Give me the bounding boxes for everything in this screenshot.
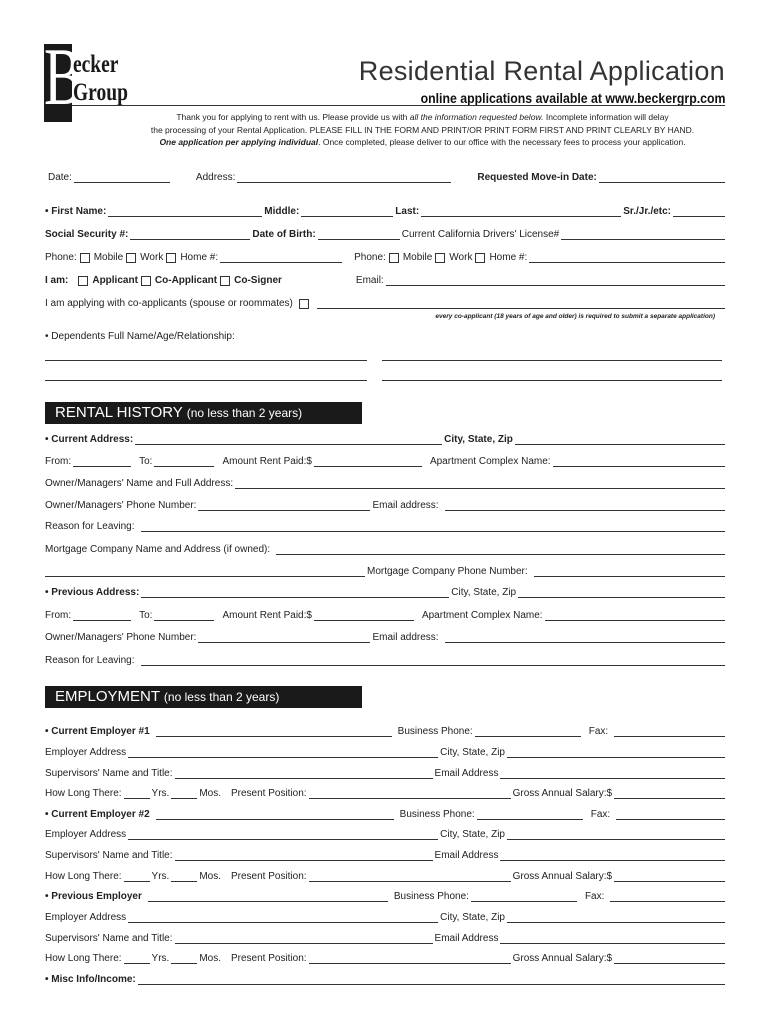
logo-letter: B <box>44 31 83 122</box>
row-current-reason: Reason for Leaving: <box>45 521 725 532</box>
previous-to-field[interactable] <box>154 610 214 621</box>
previous-address-field[interactable] <box>141 587 449 598</box>
mobile-checkbox[interactable] <box>80 253 90 263</box>
previous-employer-address-field[interactable] <box>128 912 438 923</box>
page-title: Residential Rental Application <box>358 56 725 86</box>
intro-text: Thank you for applying to rent with us. Please provide us with all the information requested below. Incomplete information will delay the processing of your Rental Application. PLEASE FILL IN THE FORM AND PRINT/OR PRINT FORM FIRST AND PRINT CLEARLY BY HAND. One application per applying individual. Once completed, please deliver to our office with the necessary fees to process your application. <box>150 112 695 147</box>
employer1-supervisor-field[interactable] <box>175 768 433 779</box>
current-owner-phone-field[interactable] <box>198 500 370 511</box>
employer1-name-field[interactable] <box>156 726 392 737</box>
row-previous-employer: • Previous Employer Business Phone: Fax: <box>45 891 725 902</box>
row-employer1: • Current Employer #1 Business Phone: Fax: <box>45 726 725 737</box>
previous-rent-field[interactable] <box>314 610 414 621</box>
last-name-field[interactable] <box>421 206 621 217</box>
page-subtitle: online applications available at www.beckergrp.com <box>420 90 725 106</box>
row-name: • First Name: Middle: Last: Sr./Jr./etc: <box>45 206 725 217</box>
row-phones: Phone: Mobile Work Home #: Phone: Mobile Work Home #: <box>45 252 725 263</box>
employer1-months-field[interactable] <box>171 788 197 799</box>
employer2-supervisor-field[interactable] <box>175 850 433 861</box>
phone-field[interactable] <box>220 252 342 263</box>
row-co-applicants: I am applying with co-applicants (spouse or roommates) <box>45 298 725 309</box>
row-current-owner-phone: Owner/Managers' Phone Number: Email address: <box>45 500 725 511</box>
address-field[interactable] <box>237 172 451 183</box>
dependents-line[interactable] <box>45 379 367 381</box>
previous-employer-months-field[interactable] <box>171 953 197 964</box>
row-previous-reason: Reason for Leaving: <box>45 655 725 666</box>
current-reason-field[interactable] <box>141 521 725 532</box>
ssn-field[interactable] <box>130 229 250 240</box>
dependents-line[interactable] <box>45 359 367 361</box>
previous-city-field[interactable] <box>518 587 725 598</box>
previous-employer-position-field[interactable] <box>309 953 511 964</box>
email-field[interactable] <box>386 275 725 286</box>
current-from-field[interactable] <box>73 456 131 467</box>
previous-employer-fax-field[interactable] <box>610 891 725 902</box>
current-complex-field[interactable] <box>553 456 725 467</box>
row-date-address: Date: Address: Requested Move-in Date: <box>45 172 725 183</box>
mortgage-phone-field[interactable] <box>534 566 725 577</box>
work-checkbox-2[interactable] <box>435 253 445 263</box>
suffix-field[interactable] <box>673 206 725 217</box>
employer1-address-field[interactable] <box>128 747 438 758</box>
employer2-months-field[interactable] <box>171 871 197 882</box>
mortgage-extra-field[interactable] <box>45 566 365 577</box>
co-applicants-checkbox[interactable] <box>299 299 309 309</box>
previous-employer-salary-field[interactable] <box>614 953 725 964</box>
previous-employer-years-field[interactable] <box>124 953 150 964</box>
logo-word-becker: ecker <box>73 51 119 78</box>
employer2-city-field[interactable] <box>507 829 725 840</box>
current-owner-field[interactable] <box>235 478 725 489</box>
co-applicant-note: every co-applicant (18 years of age and older) is required to submit a separate application) <box>435 313 715 320</box>
row-previous-address: • Previous Address: City, State, Zip <box>45 587 725 598</box>
employer1-email-field[interactable] <box>500 768 725 779</box>
co-applicant-checkbox[interactable] <box>141 276 151 286</box>
employer1-fax-field[interactable] <box>614 726 725 737</box>
employer1-city-field[interactable] <box>507 747 725 758</box>
co-applicants-field[interactable] <box>317 298 725 309</box>
row-current-address: • Current Address: City, State, Zip <box>45 434 725 445</box>
home-checkbox[interactable] <box>166 253 176 263</box>
row-employer1-address: Employer Address City, State, Zip <box>45 747 725 758</box>
previous-employer-email-field[interactable] <box>500 933 725 944</box>
employer2-years-field[interactable] <box>124 871 150 882</box>
employment-heading: EMPLOYMENT (no less than 2 years) <box>45 686 362 708</box>
logo-word-group: Group <box>73 79 128 106</box>
date-field[interactable] <box>74 172 170 183</box>
title-divider <box>72 105 725 106</box>
employer1-phone-field[interactable] <box>475 726 581 737</box>
row-misc: • Misc Info/Income: <box>45 974 725 985</box>
employer2-position-field[interactable] <box>309 871 511 882</box>
employer2-fax-field[interactable] <box>616 809 725 820</box>
row-employer1-supervisor: Supervisors' Name and Title: Email Address <box>45 768 725 779</box>
row-previous-owner-phone: Owner/Managers' Phone Number: Email address: <box>45 632 725 643</box>
row-previous-employer-tenure: How Long There: Yrs. Mos. Present Position: Gross Annual Salary:$ <box>45 953 725 964</box>
applicant-checkbox[interactable] <box>78 276 88 286</box>
dependents-line[interactable] <box>382 379 722 381</box>
employer2-salary-field[interactable] <box>614 871 725 882</box>
previous-employer-phone-field[interactable] <box>471 891 577 902</box>
move-in-date-field[interactable] <box>599 172 725 183</box>
dependents-label: • Dependents Full Name/Age/Relationship: <box>45 331 235 342</box>
row-employer2-tenure: How Long There: Yrs. Mos. Present Position: Gross Annual Salary:$ <box>45 871 725 882</box>
employer2-address-field[interactable] <box>128 829 438 840</box>
previous-employer-name-field[interactable] <box>148 891 388 902</box>
mobile-checkbox-2[interactable] <box>389 253 399 263</box>
current-owner-email-field[interactable] <box>445 500 725 511</box>
row-employer2: • Current Employer #2 Business Phone: Fax: <box>45 809 725 820</box>
employer1-years-field[interactable] <box>124 788 150 799</box>
employer2-phone-field[interactable] <box>477 809 583 820</box>
previous-owner-phone-field[interactable] <box>198 632 370 643</box>
row-i-am: I am: Applicant Co-Applicant Co-Signer Email: <box>45 275 725 286</box>
row-current-owner: Owner/Managers' Name and Full Address: <box>45 478 725 489</box>
misc-income-field[interactable] <box>138 974 725 985</box>
current-address-field[interactable] <box>135 434 442 445</box>
row-mortgage-phone: Mortgage Company Phone Number: <box>45 566 725 577</box>
employer1-salary-field[interactable] <box>614 788 725 799</box>
employer2-email-field[interactable] <box>500 850 725 861</box>
previous-complex-field[interactable] <box>545 610 725 621</box>
current-rent-field[interactable] <box>314 456 422 467</box>
previous-employer-supervisor-field[interactable] <box>175 933 433 944</box>
row-employer1-tenure: How Long There: Yrs. Mos. Present Position: Gross Annual Salary:$ <box>45 788 725 799</box>
phone-field-2[interactable] <box>529 252 725 263</box>
employer1-position-field[interactable] <box>309 788 511 799</box>
co-signer-checkbox[interactable] <box>220 276 230 286</box>
license-field[interactable] <box>561 229 725 240</box>
row-employer2-address: Employer Address City, State, Zip <box>45 829 725 840</box>
current-city-field[interactable] <box>515 434 725 445</box>
row-mortgage: Mortgage Company Name and Address (if owned): <box>45 544 725 555</box>
previous-from-field[interactable] <box>73 610 131 621</box>
first-name-field[interactable] <box>108 206 262 217</box>
row-current-dates: From: To: Amount Rent Paid:$ Apartment Complex Name: <box>45 456 725 467</box>
previous-employer-city-field[interactable] <box>507 912 725 923</box>
mortgage-field[interactable] <box>276 544 725 555</box>
dependents-line[interactable] <box>382 359 722 361</box>
dob-field[interactable] <box>318 229 400 240</box>
row-previous-dates: From: To: Amount Rent Paid:$ Apartment Complex Name: <box>45 610 725 621</box>
row-previous-employer-supervisor: Supervisors' Name and Title: Email Address <box>45 933 725 944</box>
home-checkbox-2[interactable] <box>475 253 485 263</box>
previous-owner-email-field[interactable] <box>445 632 725 643</box>
row-employer2-supervisor: Supervisors' Name and Title: Email Address <box>45 850 725 861</box>
current-to-field[interactable] <box>154 456 214 467</box>
row-ssn: Social Security #: Date of Birth: Current California Drivers' License# <box>45 229 725 240</box>
previous-reason-field[interactable] <box>141 655 725 666</box>
middle-name-field[interactable] <box>301 206 393 217</box>
row-previous-employer-address: Employer Address City, State, Zip <box>45 912 725 923</box>
work-checkbox[interactable] <box>126 253 136 263</box>
rental-history-heading: RENTAL HISTORY (no less than 2 years) <box>45 402 362 424</box>
employer2-name-field[interactable] <box>156 809 394 820</box>
